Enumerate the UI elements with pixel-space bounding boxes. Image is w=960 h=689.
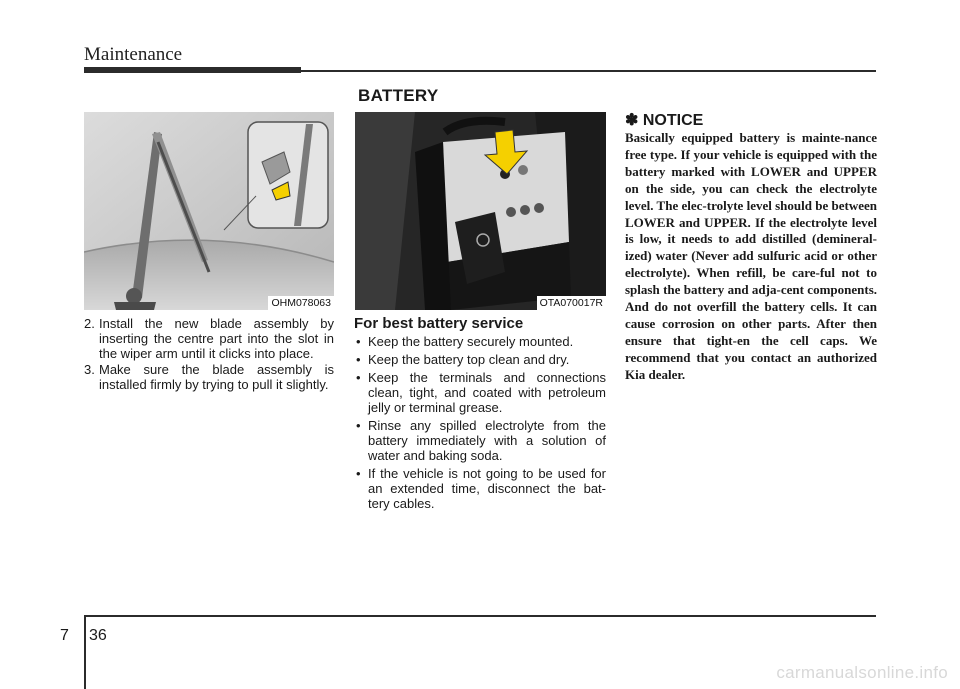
- notice-title: NOTICE: [642, 112, 704, 129]
- photo-code-wiper: OHM078063: [268, 296, 334, 310]
- bullet-text: If the vehicle is not going to be used for an extended time, disconnect the bat-tery cables.: [368, 466, 606, 511]
- step-number: 3.: [84, 362, 95, 377]
- bullet-icon: •: [356, 352, 361, 367]
- bullet-text: Keep the battery securely mounted.: [368, 334, 574, 349]
- page-number: 36: [89, 627, 107, 644]
- chapter-number: 7: [60, 627, 69, 644]
- list-item: [84, 316, 334, 361]
- list-item: [354, 370, 606, 415]
- list-item: [354, 418, 606, 463]
- battery-service-heading: For best battery service: [354, 315, 524, 332]
- list-item: [354, 466, 606, 511]
- bullet-text: Keep the battery top clean and dry.: [368, 352, 570, 367]
- step-text: Install the new blade assembly by inserting the centre part into the slot in the wiper arm until it clicks into place.: [99, 316, 334, 361]
- footer-divider: [84, 615, 86, 689]
- list-item: [354, 352, 606, 367]
- bullet-icon: •: [356, 334, 361, 349]
- chapter-title: Maintenance: [84, 44, 183, 65]
- step-text: Make sure the blade assembly is installed firmly by trying to pull it slightly.: [99, 362, 334, 392]
- bullet-icon: •: [356, 370, 361, 385]
- watermark: carmanualsonline.info: [776, 663, 948, 682]
- wiper-blade-illustration: [84, 112, 334, 310]
- notice-icon: ✽: [625, 112, 639, 129]
- bullet-icon: •: [356, 466, 361, 481]
- list-item: [84, 362, 334, 392]
- bullet-icon: •: [356, 418, 361, 433]
- footer-rule: [84, 615, 876, 617]
- bullet-text: Rinse any spilled electrolyte from the battery immediately with a solution of water and baking soda.: [368, 418, 606, 463]
- header-bar: [84, 67, 301, 73]
- battery-service-list: [354, 334, 606, 514]
- notice-body: Basically equipped battery is mainte-nance free type. If your vehicle is equipped with the battery marked with LOWER and UPPER on the side, you can check the electrolyte level. The elec-trolyte level should be between LOWER and UPPER. If the electrolyte level is low, it needs to add distilled (demineral-ized) water (Never add sulfuric acid or other electrolyte). When refill, be care-ful not to splash the battery and adja-cent components. And do not overfill the battery cells. It can cause corrosion on other parts. After then ensure that tight-en the cell caps. We recommend that you contact an authorized Kia dealer.: [625, 130, 877, 382]
- battery-illustration: [355, 112, 606, 310]
- step-number: 2.: [84, 316, 95, 331]
- notice-heading: [625, 110, 703, 130]
- battery-photo: [355, 112, 606, 310]
- section-title: BATTERY: [358, 86, 439, 105]
- wiper-steps-list: [84, 316, 334, 393]
- bullet-text: Keep the terminals and connections clean, tight, and coated with petroleum jelly or terminal grease.: [368, 370, 606, 415]
- header-rule: [301, 70, 876, 72]
- photo-code-battery: OTA070017R: [537, 296, 606, 310]
- list-item: [354, 334, 606, 349]
- wiper-blade-photo: [84, 112, 334, 310]
